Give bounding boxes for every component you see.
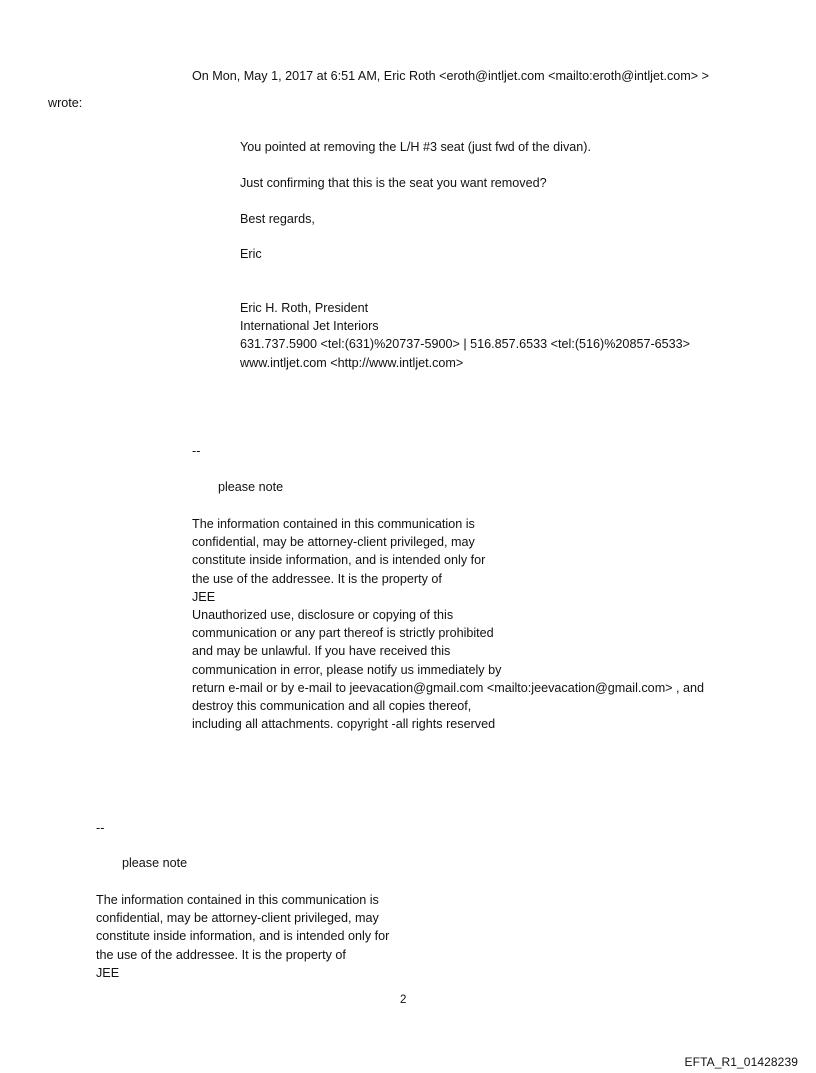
notice-line: confidential, may be attorney-client privileged, may [96,911,379,926]
signature-phone-line: 631.737.5900 <tel:(631)%20737-5900> | 516.857.6533 <tel:(516)%20857-6533> [240,337,691,352]
reply-header-wrote: wrote: [48,96,83,110]
notice-heading: please note [122,856,188,870]
signature-line: International Jet Interiors [240,319,379,334]
signature-website-line: www.intljet.com <http://www.intljet.com> [240,355,464,370]
notice-line: confidential, may be attorney-client privileged, may [192,535,475,550]
notice-line: Unauthorized use, disclosure or copying of this [192,607,454,622]
notice-separator: -- [96,821,105,835]
notice-body [192,515,704,733]
notice-line: destroy this communication and all copies thereof, [192,698,472,713]
notice-line: and may be unlawful. If you have received this [192,644,451,659]
notice-line: JEE [96,965,120,980]
notice-line: return e-mail or by e-mail to jeevacation@gmail.com <mailto:jeevacation@gmail.com> , and [192,680,705,695]
notice-line: JEE [192,589,216,604]
notice-line: constitute inside information, and is intended only for [192,553,486,568]
message-sender-name: Eric [240,247,262,261]
page-number: 2 [400,994,407,1006]
notice-line: The information contained in this communication is [192,517,475,531]
signature-block [240,299,690,372]
reply-header-line: On Mon, May 1, 2017 at 6:51 AM, Eric Roth <eroth@intljet.com <mailto:eroth@intljet.com> > [192,69,709,83]
notice-line: communication in error, please notify us immediately by [192,662,502,677]
message-closing: Best regards, [240,212,315,226]
notice-line: the use of the addressee. It is the property of [192,571,442,586]
notice-separator: -- [192,444,201,458]
message-line-1: You pointed at removing the L/H #3 seat (just fwd of the divan). [240,140,591,154]
notice-heading: please note [218,480,284,494]
notice-line: the use of the addressee. It is the property of [96,947,346,962]
message-line-2: Just confirming that this is the seat you want removed? [240,176,547,190]
notice-line: including all attachments. copyright -all rights reserved [192,717,496,732]
document-id: EFTA_R1_01428239 [684,1055,798,1069]
notice-line: The information contained in this communication is [96,893,379,907]
notice-line: constitute inside information, and is intended only for [96,929,390,944]
notice-body [96,891,389,982]
signature-line: Eric H. Roth, President [240,301,369,315]
notice-line: communication or any part thereof is strictly prohibited [192,626,494,641]
